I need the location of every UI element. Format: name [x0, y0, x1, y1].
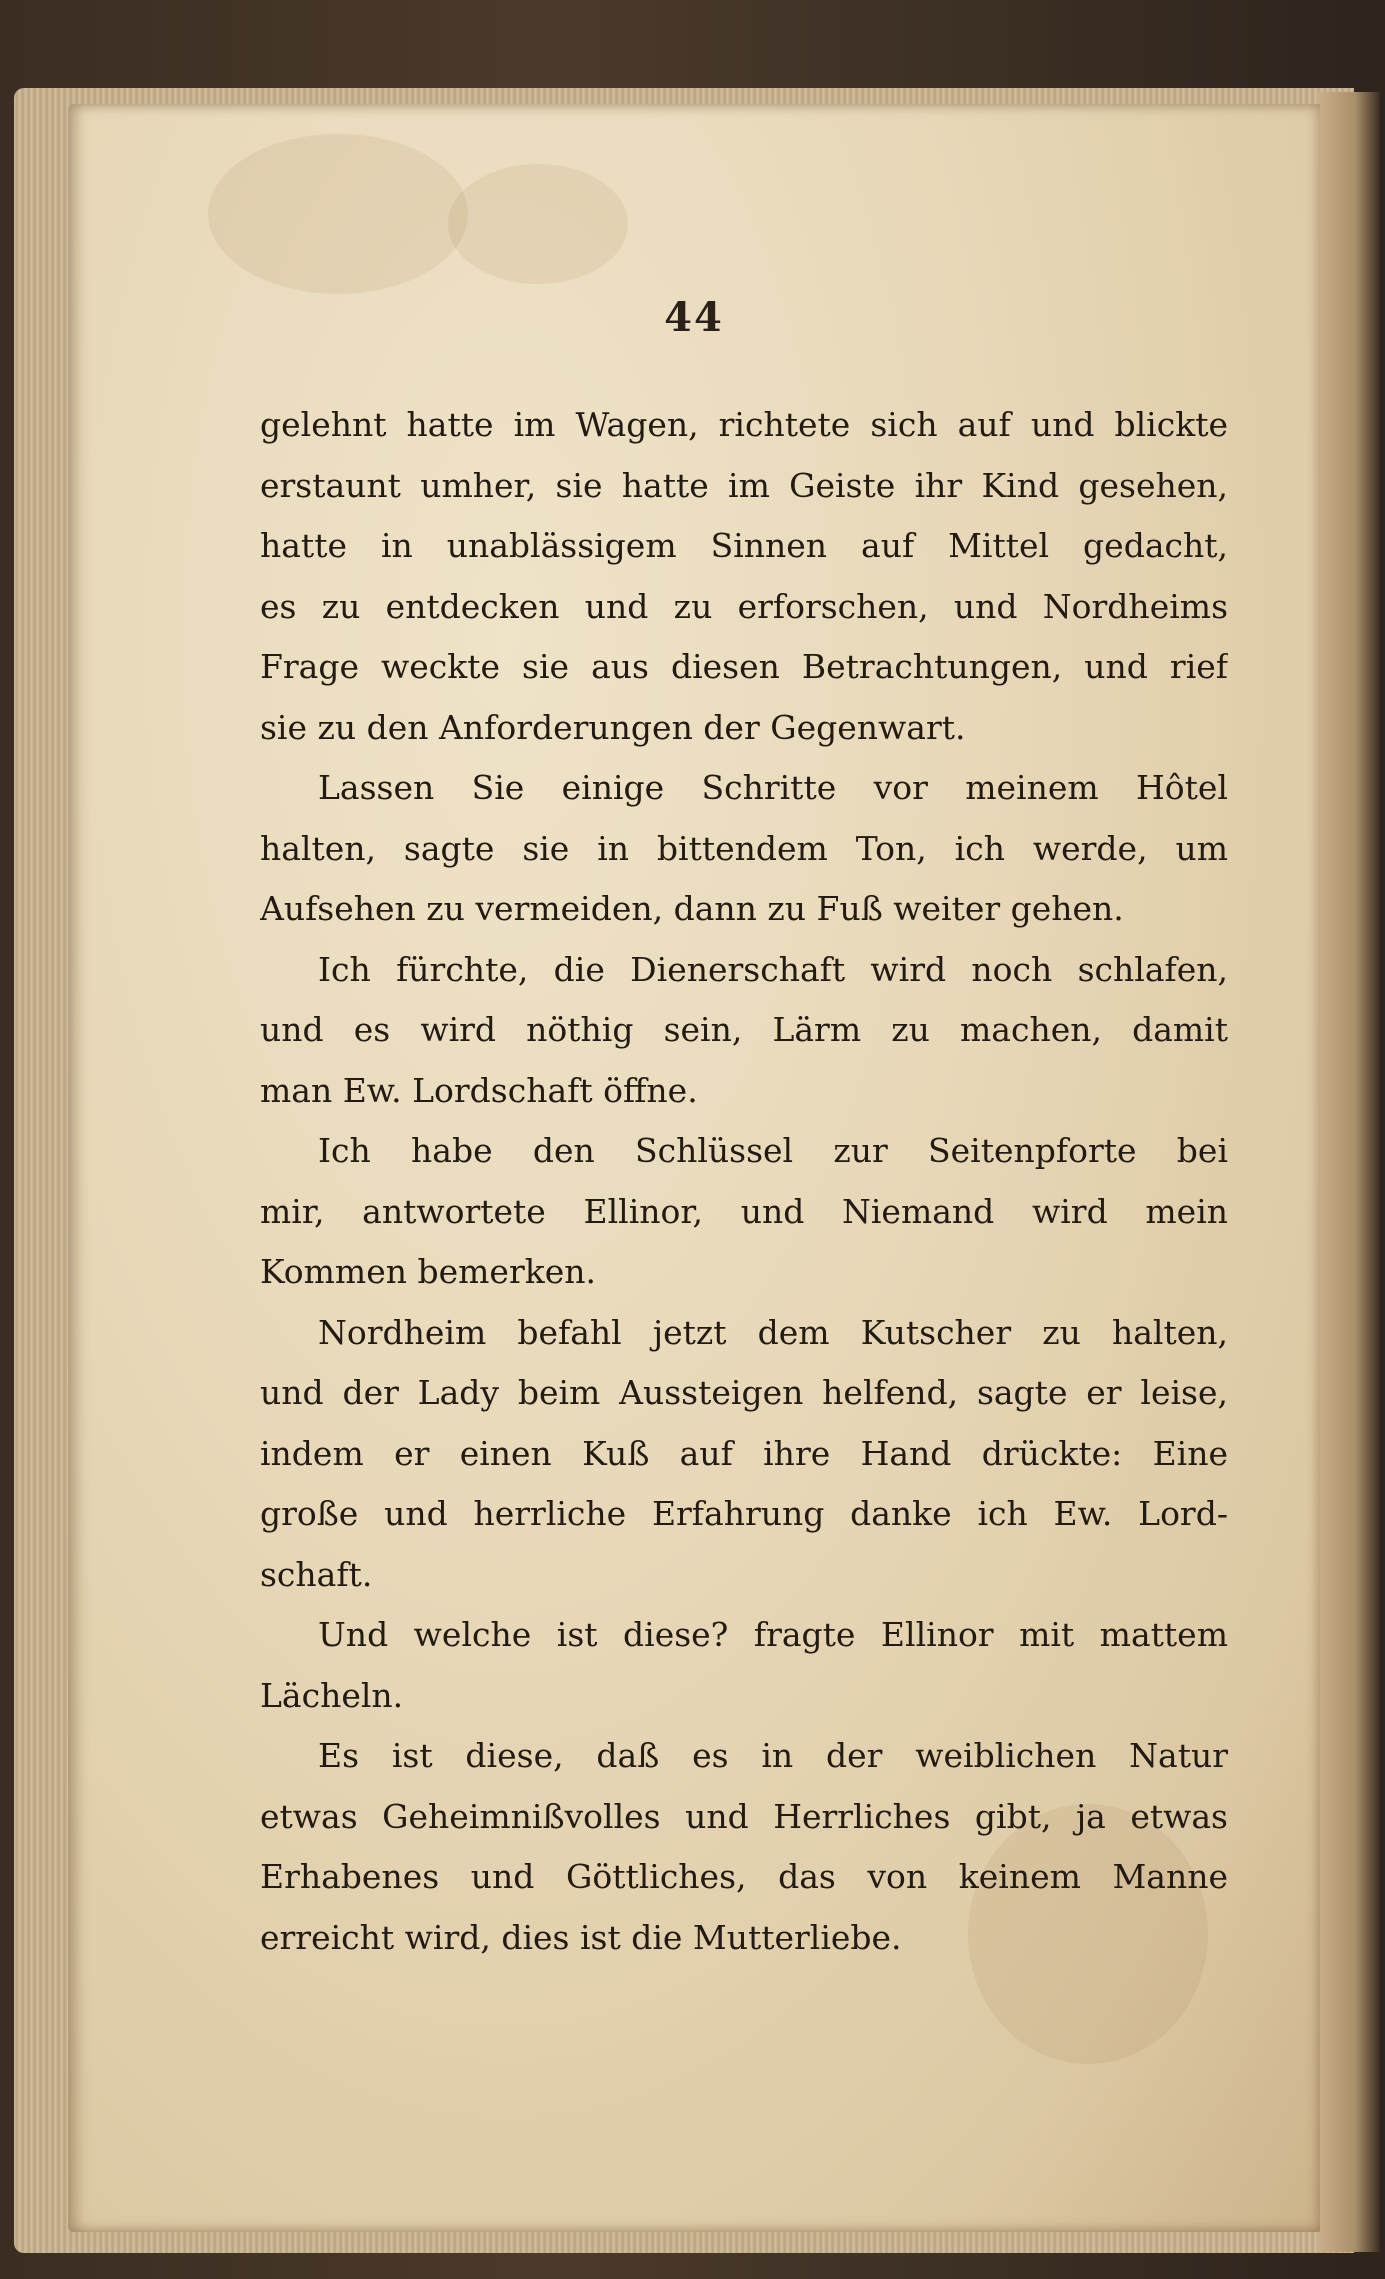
text-line: erstaunt umher, sie hatte im Geiste ihr Kind gesehen, [260, 465, 1228, 505]
text-line: sie zu den Anforderungen der Gegenwart. [260, 707, 966, 747]
body-text [260, 395, 1228, 1968]
text-line: große und herrliche Erfahrung danke ich Ew. Lord- [260, 1494, 1228, 1533]
text-line: Frage weckte sie aus diesen Betrachtungen, und rief [260, 647, 1228, 686]
text-line: halten, sagte sie in bittendem Ton, ich werde, um [260, 828, 1228, 868]
text-line: Erhabenes und Göttliches, das von keinem Manne [260, 1857, 1228, 1896]
page-number: 44 [664, 294, 724, 341]
text-line: und der Lady beim Aussteigen helfend, sagte er leise, [260, 1373, 1228, 1412]
text-line: gelehnt hatte im Wagen, richtete sich auf und blickte [260, 405, 1228, 444]
foxing-stain [208, 134, 468, 294]
text-line: indem er einen Kuß auf ihre Hand drückte: Eine [260, 1433, 1228, 1473]
foxing-stain [448, 164, 628, 284]
book-page [68, 104, 1320, 2232]
text-line: und es wird nöthig sein, Lärm zu machen, damit [260, 1010, 1228, 1049]
text-line: erreicht wird, dies ist die Mutterliebe. [260, 1917, 902, 1957]
text-line: Aufsehen zu vermeiden, dann zu Fuß weiter gehen. [260, 889, 1124, 928]
text-line: man Ew. Lordschaft öffne. [260, 1070, 698, 1110]
text-line: Und welche ist diese? fragte Ellinor mit mattem [318, 1615, 1228, 1654]
text-line: hatte in unablässigem Sinnen auf Mittel gedacht, [260, 526, 1228, 565]
text-line: etwas Geheimnißvolles und Herrliches gibt, ja etwas [260, 1796, 1228, 1836]
text-line: Lächeln. [260, 1675, 404, 1715]
facing-page-edge [1318, 92, 1380, 2252]
text-line: es zu entdecken und zu erforschen, und Nordheims [260, 586, 1228, 626]
text-line: schaft. [260, 1554, 373, 1594]
text-line: Es ist diese, daß es in der weiblichen Natur [318, 1736, 1228, 1775]
text-line: mir, antwortete Ellinor, und Niemand wird mein [260, 1191, 1228, 1231]
text-line: Ich fürchte, die Dienerschaft wird noch schlafen, [318, 949, 1228, 989]
text-line: Nordheim befahl jetzt dem Kutscher zu halten, [318, 1312, 1228, 1352]
text-line: Ich habe den Schlüssel zur Seitenpforte bei [318, 1131, 1228, 1170]
text-line: Lassen Sie einige Schritte vor meinem Hôtel [318, 768, 1228, 807]
text-line: Kommen bemerken. [260, 1252, 597, 1291]
